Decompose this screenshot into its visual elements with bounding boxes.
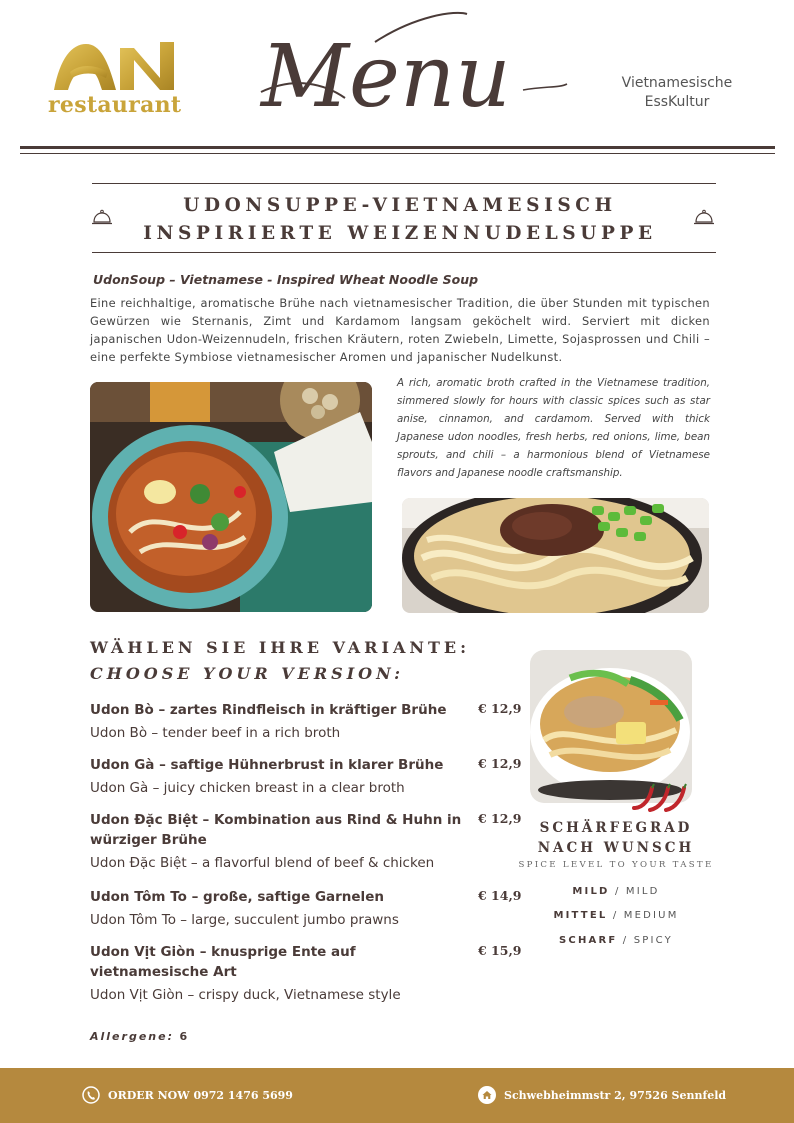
spice-level-german: SCHARF (559, 935, 618, 946)
allergens (90, 1030, 189, 1043)
spice-title (522, 818, 710, 858)
spice-title-line2: NACH WUNSCH (537, 840, 695, 856)
variants-heading-english: CHOOSE YOUR VERSION: (90, 664, 405, 683)
menu-item (90, 810, 530, 873)
menu-item (90, 942, 530, 1005)
menu-item-name-english: Udon Đặc Biệt – a flavorful blend of beef & chicken (90, 855, 435, 871)
header-divider (20, 146, 775, 149)
menu-item-name-english: Udon Vịt Giòn – crispy duck, Vietnamese style (90, 987, 401, 1003)
address-text: Schwebheimmstr 2, 97526 Sennfeld (504, 1088, 727, 1102)
footer-bar (0, 1068, 794, 1123)
dish-title-line2: INSPIRIERTE WEIZENNUDELSUPPE (143, 223, 657, 244)
spice-level (522, 935, 710, 946)
menu-item-name-german: Udon Đặc Biệt – Kombination aus Rind & Huhn in würziger Brühe (90, 812, 462, 848)
cloche-icon (92, 208, 112, 226)
order-phone[interactable] (82, 1086, 293, 1104)
menu-item-name-german: Udon Bò – zartes Rindfleisch in kräftiger Brühe (90, 702, 447, 718)
cloche-icon (694, 208, 714, 226)
logo-text: restaurant (48, 92, 182, 118)
udon-chicken-photo (530, 650, 692, 803)
menu-item-name-german: Udon Vịt Giòn – knusprige Ente auf vietnamesische Art (90, 944, 356, 980)
menu-item (90, 755, 530, 798)
tagline-line2: EssKultur (644, 94, 710, 110)
title-rule-bottom (92, 252, 716, 253)
spice-level (522, 886, 710, 897)
restaurant-logo (48, 38, 193, 122)
menu-item-name-english: Udon Tôm To – large, succulent jumbo prawns (90, 912, 399, 928)
spice-level-separator: / (622, 935, 629, 946)
menu-item-price: € 14,9 (478, 888, 522, 903)
spice-level-separator: / (614, 886, 621, 897)
spice-level-german: MILD (572, 886, 610, 897)
title-rule-top (92, 183, 716, 184)
menu-title (255, 6, 575, 146)
header-divider-thin (20, 153, 775, 154)
description-german: Eine reichhaltige, aromatische Brühe nach vietnamesischer Tradition, die über Stunden mit typischen Gewürzen wie Sternanis, Zimt und Kardamom langsam geköchelt wird. Serviert mit dicken japanischen Udon-Weizennudeln, frischen Kräutern, roten Zwiebeln, Limette, Sojasprossen und Chili – eine perfekte Symbiose vietnamesischer Aromen und japanischer Nudelkunst. (90, 296, 710, 364)
udon-soup-photo (90, 382, 372, 612)
chili-icon (630, 782, 688, 812)
phone-icon (82, 1086, 100, 1104)
menu-item (90, 887, 530, 930)
menu-item-price: € 12,9 (478, 701, 522, 716)
menu-item-price: € 12,9 (478, 811, 522, 826)
menu-item-name-german: Udon Gà – saftige Hühnerbrust in klarer Brühe (90, 757, 444, 773)
menu-item-price: € 15,9 (478, 943, 522, 958)
spice-level (522, 910, 710, 921)
spice-level-separator: / (612, 910, 619, 921)
dish-title (130, 192, 670, 248)
tagline-line1: Vietnamesische (621, 75, 733, 91)
dish-subtitle: UdonSoup – Vietnamese - Inspired Wheat Noodle Soup (93, 272, 479, 287)
variants-heading-german: WÄHLEN SIE IHRE VARIANTE: (90, 638, 470, 657)
spice-level-english: MILD (625, 886, 660, 897)
allergens-value: 6 (179, 1030, 190, 1043)
address (478, 1086, 726, 1104)
allergens-label: Allergene: (90, 1030, 174, 1043)
udon-beef-photo (402, 498, 709, 613)
tagline (612, 74, 742, 112)
spice-level-english: MEDIUM (623, 910, 679, 921)
order-phone-text: ORDER NOW 0972 1476 5699 (108, 1088, 293, 1102)
spice-title-line1: SCHÄRFEGRAD (539, 820, 693, 836)
spice-level-english: SPICY (633, 935, 673, 946)
spice-level-german: MITTEL (553, 910, 608, 921)
home-icon (478, 1086, 496, 1104)
menu-item-name-english: Udon Bò – tender beef in a rich broth (90, 725, 341, 741)
menu-item-price: € 12,9 (478, 756, 522, 771)
description-english: A rich, aromatic broth crafted in the Vietnamese tradition, simmered slowly for hours with classic spices such as star anise, cinnamon, and cardamom. Served with thick Japanese udon noodles, fresh herbs, red onions, lime, bean sprouts, and chili – a harmonious blend of Vietnamese flavors and Japanese noodle craftsmanship. (397, 377, 710, 479)
menu-item-name-german: Udon Tôm To – große, saftige Garnelen (90, 889, 384, 905)
logo-mark-icon (50, 38, 188, 94)
menu-item-name-english: Udon Gà – juicy chicken breast in a clear broth (90, 780, 405, 796)
menu-title-text: Menu (261, 27, 511, 127)
dish-title-line1: UDONSUPPE-VIETNAMESISCH (183, 195, 617, 216)
menu-item (90, 700, 530, 743)
spice-subtitle: SPICE LEVEL TO YOUR TASTE (518, 860, 714, 870)
